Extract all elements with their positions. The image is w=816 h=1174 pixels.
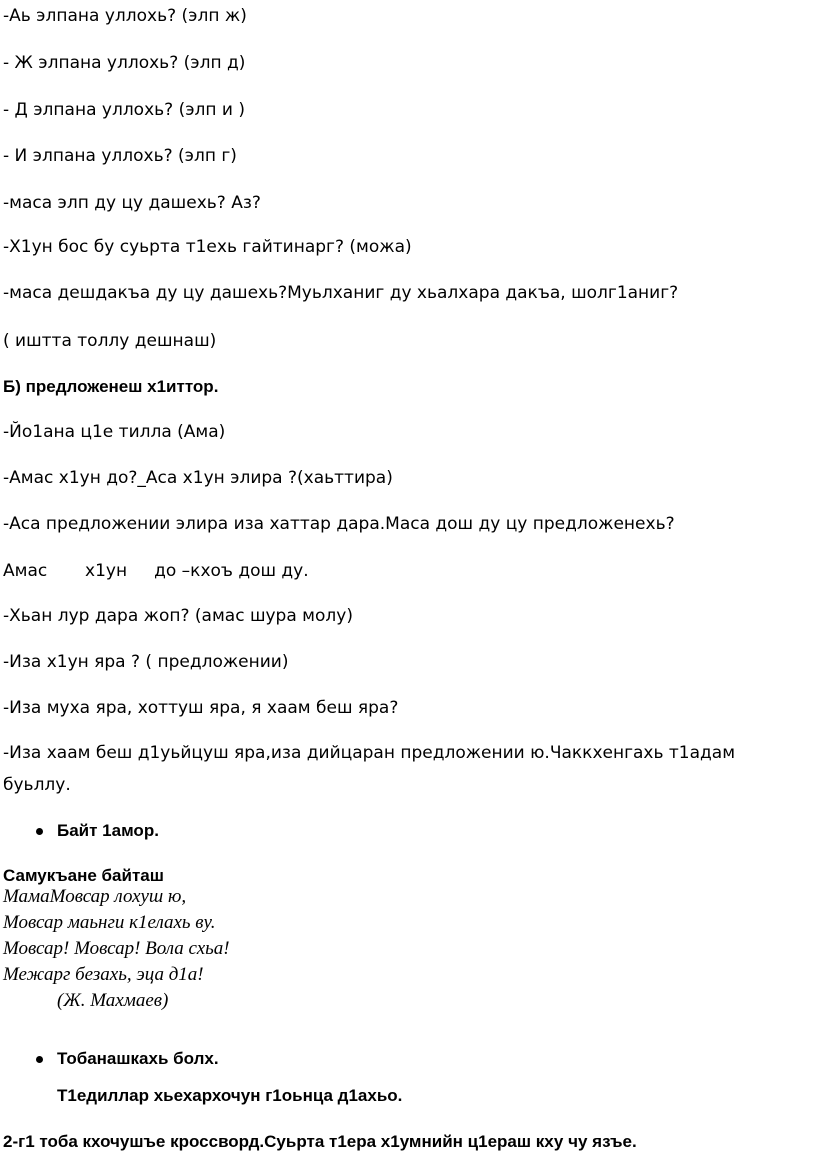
- bullet-icon: [36, 1056, 43, 1063]
- poem-line-3: Мовсар! Мовсар! Вола схьа!: [3, 938, 230, 959]
- text-line-3: - Д элпана уллохь? (элп и ): [3, 100, 246, 120]
- section-b-heading: Б) предложенеш х1иттор.: [3, 377, 219, 396]
- text-line-13: -Хьан лур дара жоп? (амас шура молу): [3, 606, 353, 626]
- text-line-7: -маса дешдакъа ду цу дашехь?Муьлханиг ду хьалхара дакъа, шолг1аниг?: [3, 283, 679, 303]
- text-line-11: -Аса предложении элира иза хаттар дара.Маса дош ду цу предложенехь?: [3, 514, 675, 534]
- poem-author: (Ж. Махмаев): [57, 990, 169, 1011]
- text-line-12: Амас х1ун до –кхоъ дош ду.: [3, 561, 309, 581]
- text-line-last: 2-г1 тоба кхочушъе кроссворд.Суьрта т1ера х1умнийн ц1ераш кху чу язъе.: [3, 1132, 637, 1151]
- bullet-icon: [36, 828, 43, 835]
- text-line-17: буьллу.: [3, 775, 71, 795]
- bullet-item-2-subtext: Т1едиллар хьехархочун г1оьнца д1ахьо.: [57, 1086, 403, 1105]
- text-line-1: -Аь элпана уллохь? (элп ж): [3, 6, 247, 26]
- text-line-9: -Йо1ана ц1е тилла (Ама): [3, 422, 226, 442]
- text-line-15: -Иза муха яра, хоттуш яра, я хаам беш яра?: [3, 698, 399, 718]
- poem-line-1: МамаМовсар лохуш ю,: [3, 886, 187, 907]
- text-line-16: -Иза хаам беш д1уьйцуш яра,иза дийцаран предложении ю.Чаккхенгахь т1адам: [3, 743, 736, 763]
- poem-line-4: Межарг безахь, эца д1а!: [3, 964, 204, 985]
- poem-line-2: Мовсар маьнги к1елахь ву.: [3, 912, 216, 933]
- text-line-14: -Иза х1ун яра ? ( предложении): [3, 652, 289, 672]
- bullet-item-1: Байт 1амор.: [57, 821, 159, 840]
- text-line-10: -Амас х1ун до?_Аса х1ун элира ?(хаьттира): [3, 468, 393, 488]
- text-line-8: ( иштта толлу дешнаш): [3, 331, 217, 351]
- text-line-5: -маса элп ду цу дашехь? Аз?: [3, 193, 261, 213]
- poem-heading: Самукъане байташ: [3, 866, 164, 885]
- text-line-4: - И элпана уллохь? (элп г): [3, 146, 237, 166]
- text-line-2: - Ж элпана уллохь? (элп д): [3, 53, 246, 73]
- bullet-item-2: Тобанашкахь болх.: [57, 1049, 219, 1068]
- text-line-6: -Х1ун бос бу суьрта т1ехь гайтинарг? (можа): [3, 237, 412, 257]
